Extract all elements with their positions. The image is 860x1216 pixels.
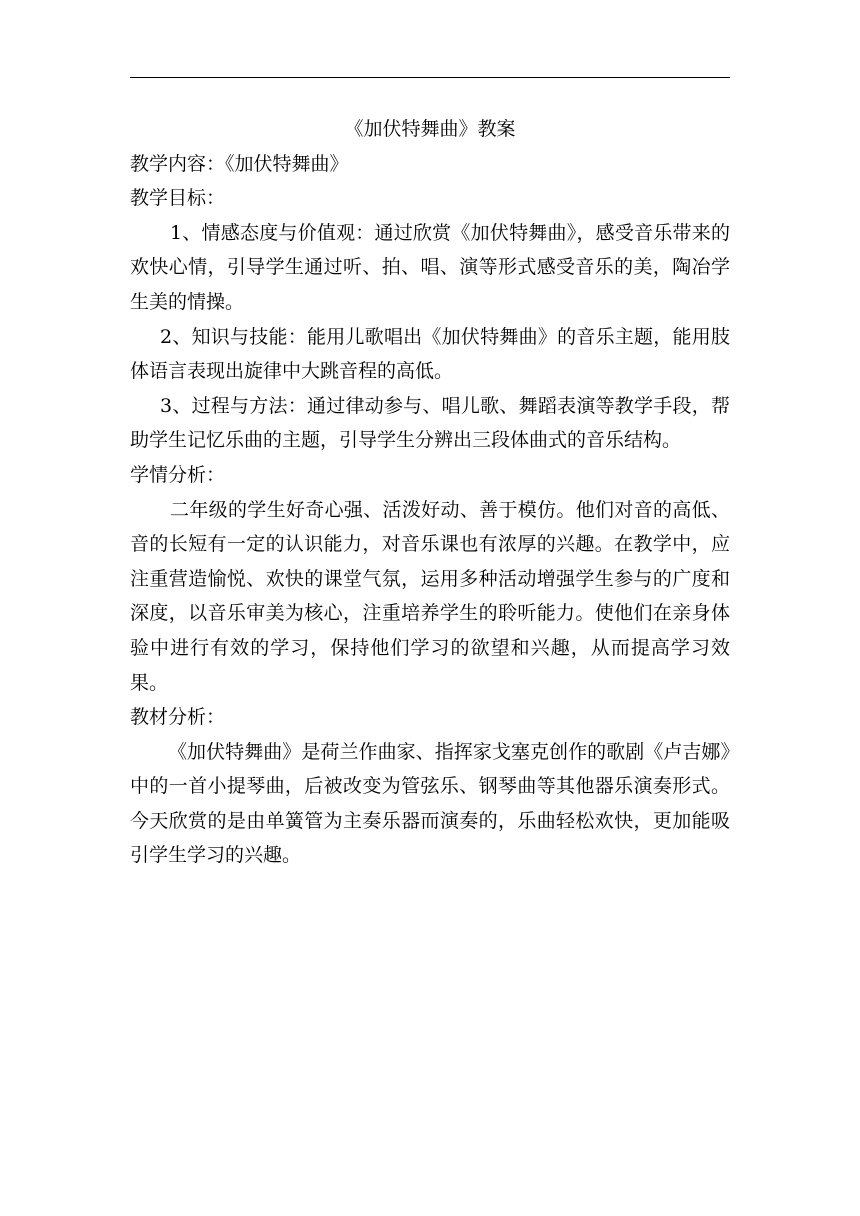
objective-3-paragraph: 3、过程与方法：通过律动参与、唱儿歌、舞蹈表演等教学手段，帮助学生记忆乐曲的主题，引导学生分辨出三段体曲式的音乐结构。 [130, 394, 730, 452]
document-title: 《加伏特舞曲》教案 [344, 118, 516, 140]
learner-analysis-paragraph: 二年级的学生好奇心强、活泼好动、善于模仿。他们对音的高低、音的长短有一定的认识能力，对音乐课也有浓厚的兴趣。在教学中，应注重营造愉悦、欢快的课堂气氛，运用多种活动增强学生参与的广度和深度，以音乐审美为核心，注重培养学生的聆听能力。使他们在亲身体验中进行有效的学习，保持他们学习的欲望和兴趣，从而提高学习效果。 [130, 498, 730, 694]
objectives-heading: 教学目标： [130, 187, 226, 210]
objective-1-paragraph: 1、情感态度与价值观：通过欣赏《加伏特舞曲》，感受音乐带来的欢快心情，引导学生通过听、拍、唱、演等形式感受音乐的美，陶冶学生美的情操。 [130, 221, 730, 313]
document-body [130, 112, 730, 873]
header-rule [130, 77, 730, 78]
material-analysis-heading: 教材分析： [130, 706, 226, 729]
learner-analysis-heading: 学情分析： [130, 463, 226, 486]
teaching-content-line: 教学内容：《加伏特舞曲》 [130, 152, 349, 175]
material-analysis-paragraph: 《加伏特舞曲》是荷兰作曲家、指挥家戈塞克创作的歌剧《卢吉娜》中的一首小提琴曲，后被改变为管弦乐、钢琴曲等其他器乐演奏形式。今天欣赏的是由单簧管为主奏乐器而演奏的，乐曲轻松欢快，更加能吸引学生学习的兴趣。 [130, 740, 730, 867]
objective-2-paragraph: 2、知识与技能：能用儿歌唱出《加伏特舞曲》的音乐主题，能用肢体语言表现出旋律中大跳音程的高低。 [130, 325, 730, 383]
